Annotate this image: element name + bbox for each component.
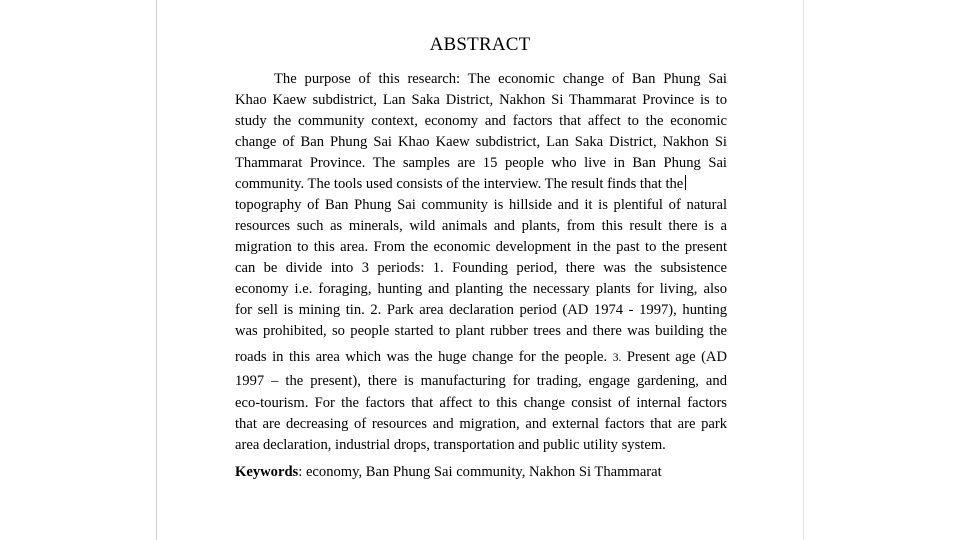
body-line-with-caret (235, 174, 727, 195)
body-line: Thammarat Province. The samples are 15 people who live in Ban Phung Sai (235, 155, 727, 171)
body-line: economy i.e. foraging, hunting and planting the necessary plants for living, also (235, 281, 727, 297)
page-right-edge (803, 0, 804, 540)
body-line: The purpose of this research: The economic change of Ban Phung Sai (274, 71, 727, 87)
body-line: 1997 – the present), there is manufacturing for trading, engage gardening, and (235, 373, 727, 389)
body-line-part: Present age (AD (626, 349, 728, 365)
body-line: resources such as minerals, wild animals and plants, from this result there is a (235, 218, 727, 234)
body-line: study the community context, economy and factors that affect to the economic (235, 113, 727, 129)
body-line: change of Ban Phung Sai Khao Kaew subdistrict, Lan Saka District, Nakhon Si (235, 134, 727, 150)
body-line-mixed (235, 345, 727, 369)
body-line: was prohibited, so people started to plant rubber trees and there was building the (235, 323, 727, 339)
body-line: topography of Ban Phung Sai community is hillside and it is plentiful of natural (235, 197, 727, 213)
body-line: that are decreasing of resources and migration, and external factors that are park (235, 416, 727, 432)
body-line: eco-tourism. For the factors that affect to this change consist of internal factors (235, 395, 727, 411)
keywords-line (235, 462, 727, 483)
body-line: can be divide into 3 periods: 1. Founding period, there was the subsistence (235, 260, 727, 276)
body-line: for sell is mining tin. 2. Park area declaration period (AD 1974 - 1997), hunting (235, 302, 727, 318)
body-line-last: area declaration, industrial drops, transportation and public utility system. (235, 437, 666, 453)
text-cursor (685, 175, 686, 190)
list-number-small: 3. (612, 352, 622, 364)
abstract-title: ABSTRACT (429, 34, 531, 55)
body-line-part: roads in this area which was the huge change for the people. (235, 349, 608, 365)
body-line: migration to this area. From the economic development in the past to the present (235, 239, 727, 255)
abstract-body[interactable] (235, 69, 727, 456)
document-page[interactable] (157, 0, 803, 540)
body-line-text: community. The tools used consists of the interview. The result finds that the (235, 176, 684, 192)
keywords-text: : economy, Ban Phung Sai community, Nakhon Si Thammarat (298, 464, 662, 480)
keywords-label: Keywords (235, 464, 299, 480)
body-line: Khao Kaew subdistrict, Lan Saka District, Nakhon Si Thammarat Province is to (235, 92, 727, 108)
